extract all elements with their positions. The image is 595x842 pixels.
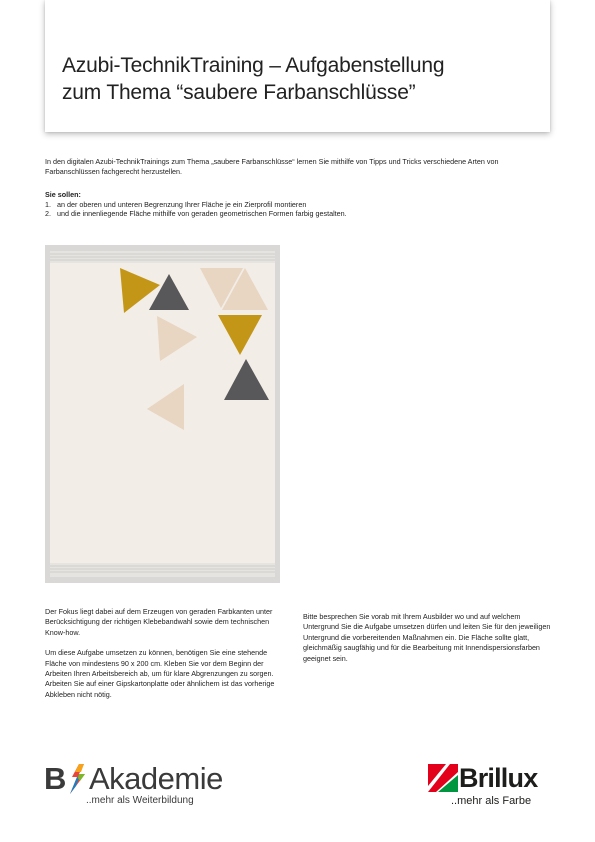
title-card — [45, 0, 550, 132]
top-profile — [50, 251, 275, 263]
brillux-mark-icon — [428, 764, 458, 792]
design-example-figure — [45, 245, 280, 583]
brillux-logo — [428, 762, 558, 808]
intro-paragraph: In den digitalen Azubi-TechnikTrainings zum Thema „saubere Farbanschlüsse“ lernen Sie mithilfe von Tipps und Tricks verschiedene Arten von Farbanschlüssen fachgerecht herzustellen. — [45, 157, 499, 177]
b-akademie-logo — [44, 762, 244, 808]
bottom-profile-bar — [50, 563, 275, 577]
page-title-line-1: Azubi-TechnikTraining – Aufgabenstellung — [62, 54, 445, 77]
akademie-word: Akademie — [89, 761, 223, 796]
body-left-column — [45, 607, 285, 710]
akademie-b-letter: B — [44, 761, 66, 796]
task-number: 2. — [45, 209, 51, 219]
brillux-tagline: ..mehr als Farbe — [451, 795, 532, 807]
akademie-tagline: ..mehr als Weiterbildung — [86, 795, 194, 806]
task-list — [45, 190, 550, 219]
page-title — [62, 52, 444, 106]
task-text: an der oberen und unteren Begrenzung Ihrer Fläche je ein Zierprofil montieren — [57, 199, 307, 209]
body-paragraph: Bitte besprechen Sie vorab mit Ihrem Ausbilder wo und auf welchem Untergrund Sie die Aufgabe umsetzen dürfen und leiten Sie für den jeweiligen Untergrund die vorbereitenden Maßnahmen ein. Die Fläche sollte glatt, gleichmäßig saugfähig und für die Bearbeitung mit Innendispersionsfarben geeignet sein. — [303, 612, 551, 663]
body-paragraph: Der Fokus liegt dabei auf dem Erzeugen von geraden Farbkanten unter Berücksichtigung der richtigen Klebebandwahl sowie dem technischen Know-how. — [45, 607, 273, 637]
task-item — [45, 209, 550, 219]
design-example-drawing — [45, 245, 280, 583]
bottom-profile — [50, 563, 275, 577]
task-number: 1. — [45, 199, 51, 209]
akademie-wordmark — [44, 761, 223, 796]
task-heading: Sie sollen: — [45, 190, 81, 199]
body-right-column — [303, 612, 553, 674]
brillux-wordmark: Brillux — [459, 763, 538, 793]
page-title-line-2: zum Thema “saubere Farbanschlüsse” — [62, 81, 416, 104]
task-text: und die innenliegende Fläche mithilfe von geraden geometrischen Formen farbig gestalten. — [57, 209, 347, 219]
task-item — [45, 200, 550, 210]
body-paragraph: Um diese Aufgabe umsetzen zu können, benötigen Sie eine stehende Fläche von mindestens 90 x 200 cm. Kleben Sie vor dem Beginn der Arbeiten Ihren Arbeitsbereich ab, um für klare Abgrenzungen zu sorgen. Arbeiten Sie auf einer Gipskartonplatte oder ähnlichem ist das vorherige Abkleben nicht nötig. — [45, 648, 275, 699]
lightning-bolt-icon — [66, 764, 88, 794]
